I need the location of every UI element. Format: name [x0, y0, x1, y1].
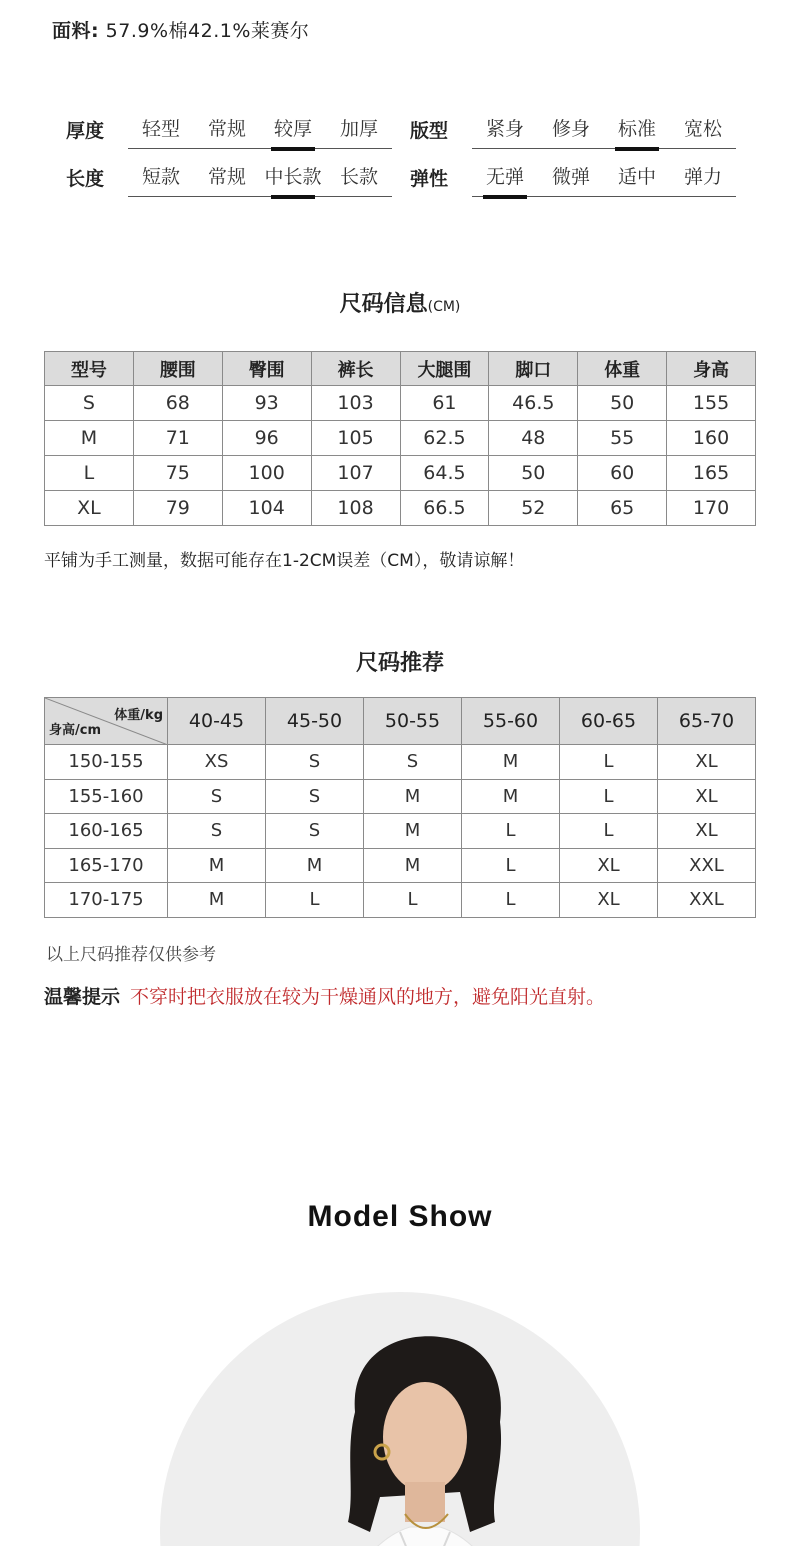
- table-row: [45, 848, 756, 883]
- measurement-note: 平铺为手工测量，数据可能存在1-2CM误差（CM），敬请谅解！: [44, 551, 525, 571]
- table-row: [45, 491, 756, 526]
- table-cell: 100: [222, 456, 311, 491]
- attr-option: 长款: [339, 166, 378, 188]
- column-header: 型号: [45, 352, 134, 386]
- attr-option: 适中: [617, 166, 656, 188]
- table-cell: L: [462, 814, 560, 849]
- table-cell: 62.5: [400, 421, 489, 456]
- table-cell: 50: [578, 386, 667, 421]
- row-header: 165-170: [45, 848, 168, 883]
- attr-option-selected: 标准: [604, 114, 670, 148]
- table-row: [45, 386, 756, 421]
- column-header: 脚口: [489, 352, 578, 386]
- table-cell: 96: [222, 421, 311, 456]
- table-cell: 160: [667, 421, 756, 456]
- table-row: [45, 456, 756, 491]
- fabric-value: 57.9%棉42.1%莱赛尔: [105, 20, 310, 42]
- table-cell: L: [560, 745, 658, 780]
- table-cell: XXL: [658, 883, 756, 918]
- table-cell: L: [364, 883, 462, 918]
- size-info-title: [0, 287, 800, 318]
- attr-option: 微弹: [551, 166, 590, 188]
- row-header: 150-155: [45, 745, 168, 780]
- table-row: [45, 814, 756, 849]
- table-cell: XL: [560, 883, 658, 918]
- table-cell: 52: [489, 491, 578, 526]
- table-row: [45, 421, 756, 456]
- attr-label-elasticity: 弹性: [410, 168, 449, 190]
- table-cell: 165: [667, 456, 756, 491]
- table-cell: L: [560, 814, 658, 849]
- fabric-info: [52, 16, 309, 43]
- table-cell: XL: [658, 779, 756, 814]
- care-tip: [44, 982, 605, 1009]
- table-cell: XL: [560, 848, 658, 883]
- attr-options-fit: [472, 114, 736, 149]
- care-tip-label: 温馨提示: [44, 986, 121, 1008]
- column-header: 臀围: [222, 352, 311, 386]
- table-cell: XL: [658, 745, 756, 780]
- table-cell: 108: [311, 491, 400, 526]
- table-cell: 50: [489, 456, 578, 491]
- model-portrait-illustration: [160, 1292, 640, 1546]
- attr-label-thickness: 厚度: [66, 120, 105, 142]
- table-row: [45, 883, 756, 918]
- table-cell: M: [45, 421, 134, 456]
- attr-option: 短款: [141, 166, 180, 188]
- column-header: 腰围: [133, 352, 222, 386]
- table-header-row: [45, 352, 756, 386]
- size-info-title-text: 尺码信息: [339, 292, 428, 317]
- table-cell: S: [266, 745, 364, 780]
- table-cell: 61: [400, 386, 489, 421]
- size-info-unit: (CM): [427, 299, 461, 315]
- table-cell: S: [168, 814, 266, 849]
- table-cell: 103: [311, 386, 400, 421]
- table-header-row: [45, 698, 756, 745]
- table-cell: 75: [133, 456, 222, 491]
- table-cell: XL: [658, 814, 756, 849]
- attr-option: 紧身: [485, 118, 524, 140]
- attr-option: 修身: [551, 118, 590, 140]
- recommend-title: 尺码推荐: [355, 651, 444, 676]
- size-recommend-table: [44, 697, 756, 918]
- table-cell: M: [266, 848, 364, 883]
- column-header: 65-70: [658, 698, 756, 745]
- attr-option: 轻型: [141, 118, 180, 140]
- row-header: 170-175: [45, 883, 168, 918]
- column-header: 45-50: [266, 698, 364, 745]
- attr-option: 宽松: [683, 118, 722, 140]
- table-cell: 65: [578, 491, 667, 526]
- column-header: 体重: [578, 352, 667, 386]
- model-show-title: Model Show: [307, 1200, 493, 1233]
- attr-option: 常规: [207, 118, 246, 140]
- table-cell: S: [266, 779, 364, 814]
- table-cell: M: [168, 848, 266, 883]
- corner-weight-label: 体重/kg: [114, 708, 163, 723]
- attr-options-elasticity: [472, 162, 736, 197]
- attr-options-length: [128, 162, 392, 197]
- table-cell: M: [364, 848, 462, 883]
- table-row: [45, 779, 756, 814]
- table-cell: 104: [222, 491, 311, 526]
- table-cell: M: [168, 883, 266, 918]
- column-header: 身高: [667, 352, 756, 386]
- fabric-label: 面料:: [52, 20, 100, 42]
- table-row: [45, 745, 756, 780]
- table-cell: 79: [133, 491, 222, 526]
- care-tip-text: 不穿时把衣服放在较为干燥通风的地方，避免阳光直射。: [130, 986, 606, 1008]
- corner-height-label: 身高/cm: [49, 723, 102, 738]
- table-cell: 46.5: [489, 386, 578, 421]
- table-cell: L: [266, 883, 364, 918]
- table-cell: L: [45, 456, 134, 491]
- column-header: 大腿围: [400, 352, 489, 386]
- table-cell: L: [560, 779, 658, 814]
- reference-note: 以上尺码推荐仅供参考: [46, 945, 216, 965]
- table-cell: 105: [311, 421, 400, 456]
- table-cell: S: [45, 386, 134, 421]
- table-cell: L: [462, 848, 560, 883]
- table-cell: S: [364, 745, 462, 780]
- row-header: 160-165: [45, 814, 168, 849]
- attr-label-fit: 版型: [410, 120, 449, 142]
- table-cell: M: [462, 779, 560, 814]
- table-cell: 60: [578, 456, 667, 491]
- column-header: 60-65: [560, 698, 658, 745]
- table-cell: 155: [667, 386, 756, 421]
- table-cell: XS: [168, 745, 266, 780]
- table-cell: 93: [222, 386, 311, 421]
- table-cell: 68: [133, 386, 222, 421]
- table-cell: S: [266, 814, 364, 849]
- attr-label-length: 长度: [66, 168, 105, 190]
- row-header: 155-160: [45, 779, 168, 814]
- table-cell: M: [364, 814, 462, 849]
- table-cell: 66.5: [400, 491, 489, 526]
- table-cell: 170: [667, 491, 756, 526]
- table-cell: M: [364, 779, 462, 814]
- size-info-table: [44, 351, 756, 526]
- attr-option-selected: 无弹: [472, 162, 538, 196]
- table-cell: 55: [578, 421, 667, 456]
- attr-option-selected: 中长款: [260, 162, 326, 196]
- table-cell: 64.5: [400, 456, 489, 491]
- attr-option: 常规: [207, 166, 246, 188]
- column-header: 40-45: [168, 698, 266, 745]
- model-photo: [160, 1292, 640, 1546]
- attr-option: 加厚: [339, 118, 378, 140]
- attr-option-selected: 较厚: [260, 114, 326, 148]
- table-cell: S: [168, 779, 266, 814]
- table-cell: M: [462, 745, 560, 780]
- column-header: 50-55: [364, 698, 462, 745]
- table-cell: XXL: [658, 848, 756, 883]
- table-cell: 71: [133, 421, 222, 456]
- table-cell: 107: [311, 456, 400, 491]
- corner-header-cell: [45, 698, 168, 745]
- table-cell: XL: [45, 491, 134, 526]
- table-cell: 48: [489, 421, 578, 456]
- column-header: 裤长: [311, 352, 400, 386]
- table-cell: L: [462, 883, 560, 918]
- column-header: 55-60: [462, 698, 560, 745]
- attr-options-thickness: [128, 114, 392, 149]
- attr-option: 弹力: [683, 166, 722, 188]
